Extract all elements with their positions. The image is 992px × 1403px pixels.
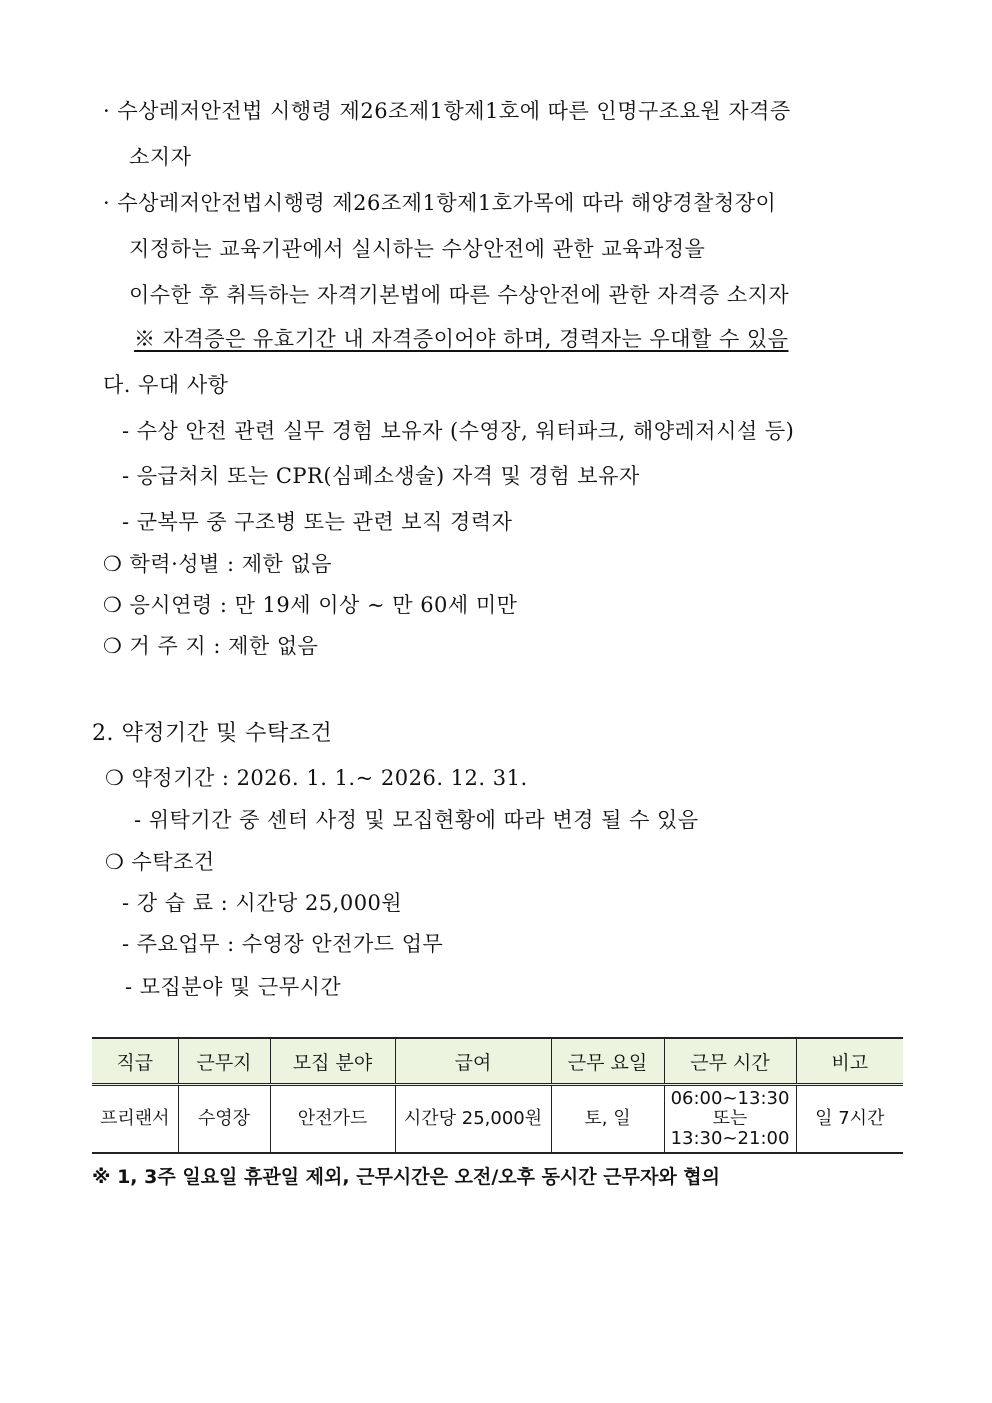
section-heading: 다. 우대 사항 [103,373,229,397]
text-line: - 강 습 료 : 시간당 25,000원 [122,891,403,915]
footnote: ※ 1, 3주 일요일 휴관일 제외, 근무시간은 오전/오후 동시간 근무자와 협의 [92,1166,720,1188]
text-line: ❍ 응시연령 : 만 19세 이상 ∼ 만 60세 미만 [103,593,518,617]
header-cell: 근무 요일 [551,1038,664,1085]
text-line: - 군복무 중 구조병 또는 관련 보직 경력자 [122,510,513,534]
table-header-row [92,1038,903,1085]
days-cell: 토, 일 [551,1085,664,1154]
text-line: - 위탁기간 중 센터 사정 및 모집현황에 따라 변경 될 수 있음 [134,808,699,832]
field-cell: 안전가드 [270,1085,395,1154]
table-row [92,1085,903,1154]
header-cell: 직급 [92,1038,178,1085]
text-line: ❍ 약정기간 : 2026. 1. 1.~ 2026. 12. 31. [105,766,528,790]
rank-cell: 프리랜서 [92,1085,178,1154]
text-line: 소지자 [129,145,192,169]
text-line: - 모집분야 및 근무시간 [125,975,342,999]
underlined-notice: ※ 자격증은 유효기간 내 자격증이어야 하며, 경력자는 우대할 수 있음 [134,327,789,351]
text-line: - 수상 안전 관련 실무 경험 보유자 (수영장, 워터파크, 해양레저시설 등) [122,419,795,443]
hours-morning: 06:00~13:30 [670,1088,790,1109]
section-heading: 2. 약정기간 및 수탁조건 [92,721,333,746]
hours-cell [664,1085,796,1154]
header-cell: 근무 시간 [664,1038,796,1085]
text-line: · 수상레저안전법시행령 제26조제1항제1호가목에 따라 해양경찰청장이 [103,191,777,215]
pay-cell: 시간당 25,000원 [395,1085,551,1154]
text-line: ❍ 학력·성별 : 제한 없음 [103,552,333,576]
text-line: ❍ 거 주 지 : 제한 없음 [103,634,319,658]
header-cell: 근무지 [178,1038,270,1085]
remarks-cell: 일 7시간 [796,1085,903,1154]
text-line: 이수한 후 취득하는 자격기본법에 따른 수상안전에 관한 자격증 소지자 [129,283,790,307]
recruitment-table [92,1037,903,1154]
workplace-cell: 수영장 [178,1085,270,1154]
text-line: 지정하는 교육기관에서 실시하는 수상안전에 관한 교육과정을 [129,237,706,261]
text-line: ❍ 수탁조건 [105,850,215,874]
text-line: - 응급처치 또는 CPR(심폐소생술) 자격 및 경험 보유자 [122,464,640,488]
header-cell: 비고 [796,1038,903,1085]
hours-or: 또는 [712,1108,748,1129]
header-cell: 모집 분야 [270,1038,395,1085]
hours-afternoon: 13:30~21:00 [670,1128,790,1149]
text-line: - 주요업무 : 수영장 안전가드 업무 [122,932,444,956]
header-cell: 급여 [395,1038,551,1085]
text-line: · 수상레저안전법 시행령 제26조제1항제1호에 따른 인명구조요원 자격증 [103,99,791,123]
